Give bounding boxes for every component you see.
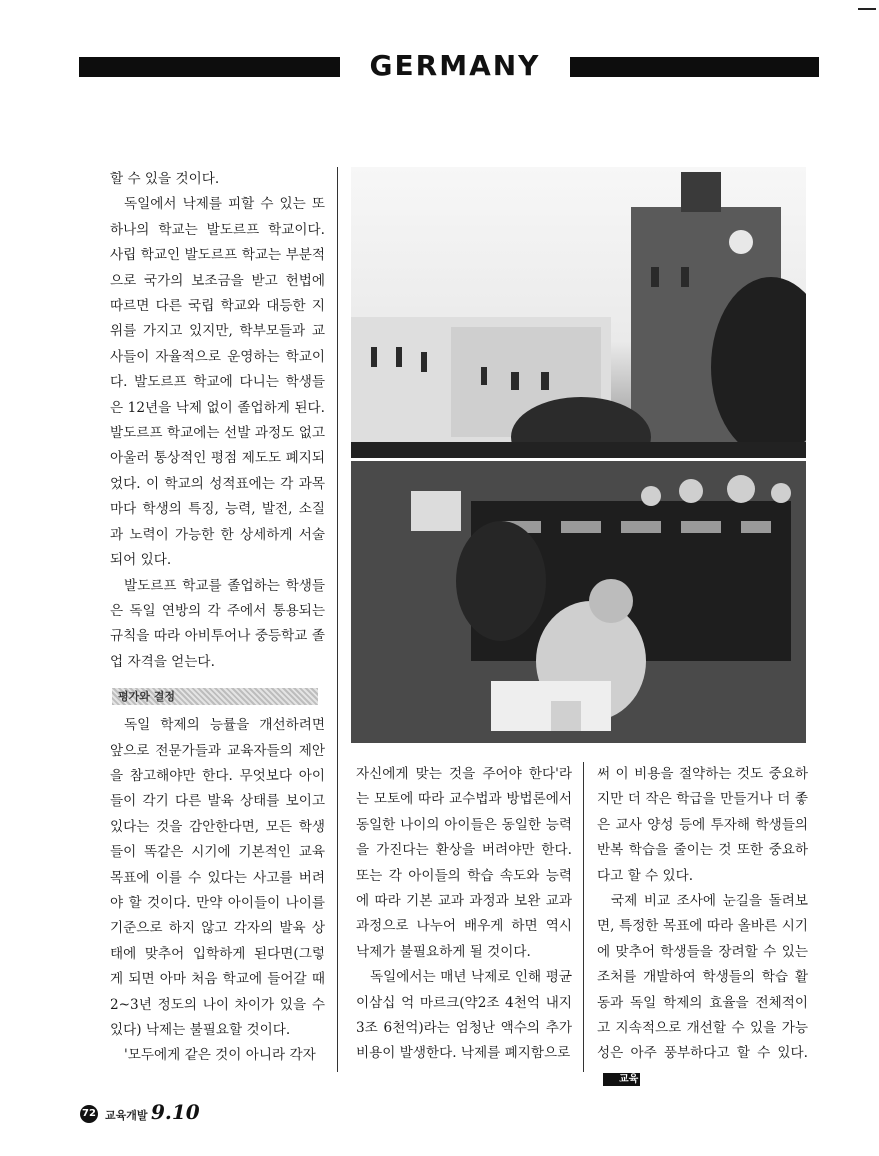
corner-crop-mark bbox=[858, 8, 876, 10]
magazine-name: 교육개발 bbox=[105, 1109, 148, 1122]
article-column-1 bbox=[110, 167, 325, 1069]
paragraph: '모두에게 같은 것이 아니라 각자 bbox=[124, 1047, 316, 1064]
classroom-illustration bbox=[351, 461, 806, 743]
article-column-2 bbox=[356, 762, 572, 1067]
paragraph-text: 국제 비교 조사에 눈길을 돌려보면, 특정한 목표에 따라 올바른 시기에 맞추어 학생들을 장려할 수 있는 조처를 개발하여 학생들의 학습 활동과 독일 학제의 효율을 전체적이고 지속적으로 개선할 수 있을 가능성은 아주 풍부하다고 할 수 있다. bbox=[597, 893, 808, 1062]
paragraph: 독일에서는 매년 낙제로 인해 평균 이삼십 억 마르크(약2조 4천억 내지 3조 6천억)라는 엄청난 액수의 추가 비용이 발생한다. 낙제를 폐지함으로 bbox=[356, 969, 572, 1062]
column-divider bbox=[337, 167, 338, 1072]
column-divider bbox=[583, 762, 584, 1072]
photo-waldorf-school-building bbox=[351, 167, 806, 458]
photo-students-in-classroom bbox=[351, 461, 806, 743]
article-column-3 bbox=[597, 762, 808, 1092]
paragraph: 독일 학제의 능률을 개선하려면 앞으로 전문가들과 교육자들의 제안을 참고해야만 한다. 무엇보다 아이들이 각기 다른 발육 상태를 보이고 있다는 것을 감안한다면, 모든 학생들이 똑같은 시기에 기본적인 교육 목표에 이를 수 있다는 사고를 버려야 할 것이다. 만약 아이들이 나이를 기준으로 하지 않고 각자의 발육 상태에 맞추어 입학하게 된다면(그렇게 되면 아마 처음 학교에 들어갈 때 2~3년 정도의 나이 차이가 있을 수 있다) 낙제는 불필요할 것이다. bbox=[110, 717, 325, 1038]
issue-number: 9.10 bbox=[151, 1100, 200, 1124]
paragraph: 써 이 비용을 절약하는 것도 중요하지만 더 작은 학급을 만들거나 더 좋은 교사 양성 등에 투자해 학생들의 반복 학습을 줄이는 것 또한 중요하다고 할 수 있다. bbox=[597, 766, 808, 884]
paragraph: 독일에서 낙제를 피할 수 있는 또 하나의 학교는 발도르프 학교이다. 사립 학교인 발도르프 학교는 부분적으로 국가의 보조금을 받고 헌법에 따르면 다른 국립 학교와 대등한 지위를 가지고 있지만, 학부모들과 교사들이 자율적으로 운영하는 학교이다. 발도르프 학교에 다니는 학생들은 12년을 낙제 없이 졸업하게 된다. 발도르프 학교에는 선발 과정도 없고 아울러 통상적인 평점 제도도 폐지되었다. 이 학교의 성적표에는 각 과목마다 학생의 특징, 능력, 발전, 소질과 노력이 가능한 한 상세하게 서술되어 있다. bbox=[110, 196, 325, 569]
section-subheading: 평가와 결정 bbox=[112, 688, 318, 705]
paragraph: 발도르프 학교를 졸업하는 학생들은 독일 연방의 각 주에서 통용되는 규칙을 따라 아비투어나 중등학교 졸업 자격을 얻는다. bbox=[110, 577, 325, 670]
paragraph: 할 수 있을 것이다. bbox=[110, 171, 220, 187]
article-end-mark: 교육 bbox=[603, 1073, 640, 1086]
paragraph bbox=[597, 889, 808, 1092]
page-number: 72 bbox=[80, 1105, 98, 1123]
paragraph: 자신에게 맞는 것을 주어야 한다'라는 모토에 따라 교수법과 방법론에서 동일한 나이의 아이들은 동일한 능력을 가진다는 환상을 버려야만 한다. 또는 각 아이들의 학습 속도와 능력에 따라 기본 교과 과정과 보완 교과 과정으로 나누어 배우게 하면 역시 낙제가 불필요하게 될 것이다. bbox=[356, 766, 572, 960]
section-title: GERMANY bbox=[340, 49, 570, 83]
building-illustration bbox=[351, 167, 806, 458]
